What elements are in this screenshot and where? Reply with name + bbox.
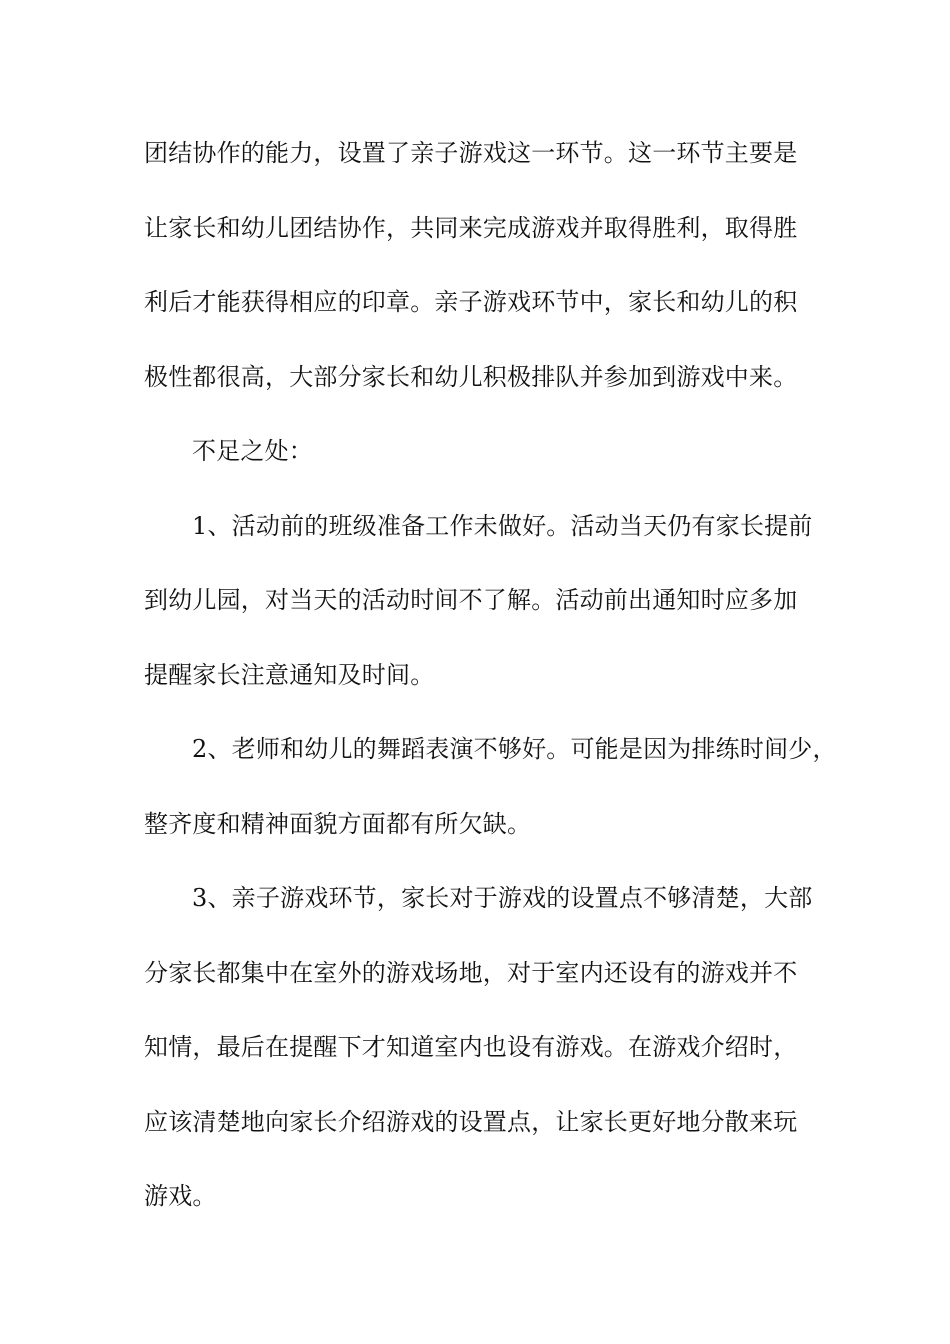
text-line: 团结协作的能力，设置了亲子游戏这一环节。这一环节主要是 bbox=[144, 139, 798, 167]
section-heading: 不足之处： bbox=[192, 437, 313, 465]
text-line: 利后才能获得相应的印章。亲子游戏环节中，家长和幼儿的积 bbox=[144, 288, 798, 316]
text-line: 游戏。 bbox=[144, 1182, 217, 1210]
text-line: 提醒家长注意通知及时间。 bbox=[144, 660, 435, 689]
text-line: 极性都很高，大部分家长和幼儿积极排队并参加到游戏中来。 bbox=[144, 362, 798, 391]
text-line: 到幼儿园，对当天的活动时间不了解。活动前出通知时应多加 bbox=[144, 586, 798, 614]
text-line: 知情，最后在提醒下才知道室内也设有游戏。在游戏介绍时， bbox=[144, 1033, 798, 1061]
text-line: 1、活动前的班级准备工作未做好。活动当天仍有家长提前 bbox=[192, 511, 813, 540]
text-line: 整齐度和精神面貌方面都有所欠缺。 bbox=[144, 809, 532, 838]
document-body bbox=[144, 127, 837, 1245]
text-line: 分家长都集中在室外的游戏场地，对于室内还设有的游戏并不 bbox=[144, 958, 798, 987]
text-line: 让家长和幼儿团结协作，共同来完成游戏并取得胜利，取得胜 bbox=[144, 213, 798, 242]
text-line: 2、老师和幼儿的舞蹈表演不够好。可能是因为排练时间少， bbox=[192, 735, 837, 763]
text-line: 应该清楚地向家长介绍游戏的设置点，让家长更好地分散来玩 bbox=[144, 1107, 798, 1136]
text-line: 3、亲子游戏环节，家长对于游戏的设置点不够清楚，大部 bbox=[192, 884, 813, 912]
